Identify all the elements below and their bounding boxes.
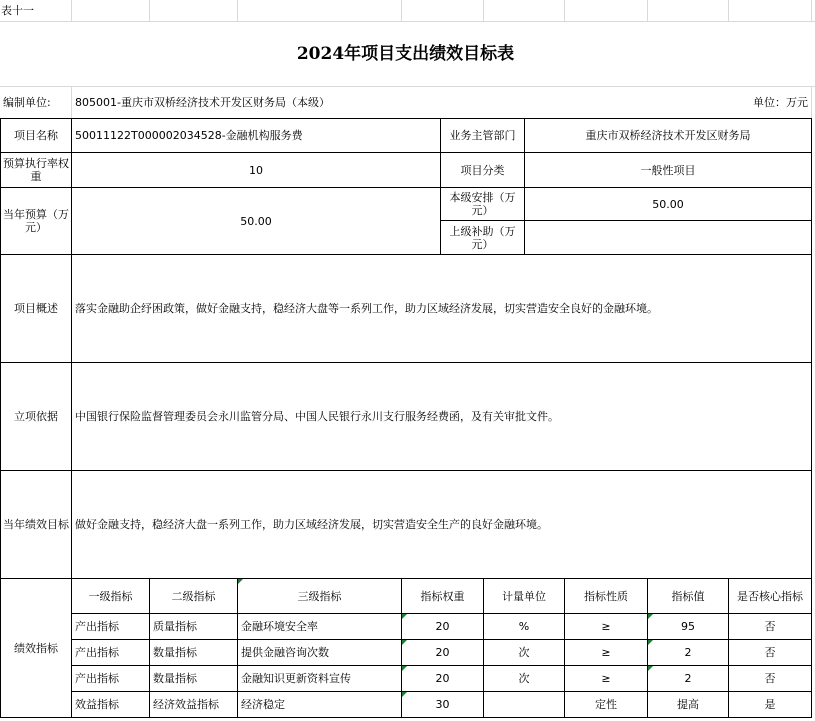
table-row-2-core: 否 [764,646,776,659]
gridline [564,0,565,21]
project-name-value: 50011122T000002034528-金融机构服务费 [75,129,303,142]
gridline [237,0,238,21]
header-level3: 三级指标 [297,589,342,603]
category-label: 项目分类 [460,163,505,177]
gridline [811,0,812,21]
table-row-3-value: 2 [684,672,692,685]
sheet-label: 表十一 [1,4,34,17]
header-level1: 一级指标 [88,589,133,603]
table-row-1-level1: 产出指标 [75,620,119,633]
cell-marker-icon [402,666,407,671]
table-row-2-nature: ≥ [601,646,611,659]
cell-marker-icon [402,692,407,697]
table-row-4-level3: 经济稳定 [241,698,285,711]
table-row-2-unit: 次 [518,646,530,659]
table-row-3-core: 否 [764,672,776,685]
dept-label: 业务主管部门 [449,129,516,142]
table-row-4-core: 是 [764,698,776,711]
table-row-4-nature: 定性 [595,698,617,711]
table-row-3-unit: 次 [518,672,530,685]
table-row-1-unit: % [518,620,530,633]
border [811,118,812,718]
table-row-4-level1: 效益指标 [75,698,119,711]
local-label: 本级安排（万元） [449,191,516,217]
overview-label: 项目概述 [14,302,58,315]
upper-value [525,221,811,254]
weight-value: 10 [249,163,263,177]
table-row-3-level2: 数量指标 [153,672,197,685]
table-row-3-nature: ≥ [601,672,611,685]
cell-marker-icon [402,614,407,619]
header-weight: 指标权重 [420,589,465,603]
header-core: 是否核心指标 [737,589,803,603]
budget-value: 50.00 [240,214,272,228]
table-row-1-level2: 质量指标 [153,620,197,633]
table-row-4-level2: 经济效益指标 [153,698,219,711]
table-row-2-level1: 产出指标 [75,646,119,659]
table-row-4-value: 提高 [677,698,699,711]
cell-marker-icon [648,640,653,645]
table-row-3-weight: 20 [435,672,450,685]
gridline [728,0,729,21]
local-value: 50.00 [652,197,684,211]
basis-label: 立项依据 [14,410,58,423]
cell-marker-icon [648,614,653,619]
cell-marker-icon [238,579,243,584]
table-row-2-weight: 20 [435,646,450,659]
goal-text: 做好金融支持，稳经济大盘一系列工作，助力区域经济发展，切实营造安全生产的良好金融环境。 [75,518,548,531]
table-row-4-weight: 30 [435,698,450,711]
table-row-1-level3: 金融环境安全率 [241,620,318,633]
unit-label: 编制单位: [3,96,51,109]
table-row-1-core: 否 [764,620,776,633]
budget-label: 当年预算（万元） [3,208,69,234]
basis-text: 中国银行保险监督管理委员会永川监管分局、中国人民银行永川支行服务经费函，及有关审批文件。 [75,410,559,423]
table-row-3-level1: 产出指标 [75,672,119,685]
gridline [149,0,150,21]
table-row-2-level3: 提供金融咨询次数 [241,646,329,659]
header-nature: 指标性质 [584,589,628,603]
indicators-label: 绩效指标 [14,641,58,655]
unit-value: 805001-重庆市双桥经济技术开发区财务局（本级） [75,96,330,109]
header-value: 指标值 [671,589,705,603]
table-row-1-nature: ≥ [601,620,611,633]
page-title: 2024年项目支出绩效目标表 [296,43,515,64]
gridline [483,0,484,21]
cell-marker-icon [402,640,407,645]
dept-value: 重庆市双桥经济技术开发区财务局 [585,129,751,142]
table-row-1-value: 95 [681,620,695,633]
weight-label: 预算执行率权重 [3,157,69,183]
project-name-label: 项目名称 [14,129,58,142]
gridline [71,0,72,21]
currency-unit: 单位：万元 [753,96,808,109]
gridline [647,0,648,21]
gridline [401,0,402,21]
upper-label: 上级补助（万元） [449,224,516,251]
header-unit: 计量单位 [502,589,546,603]
table-row-1-weight: 20 [435,620,450,633]
table-row-4-unit [484,692,564,717]
table-row-3-level3: 金融知识更新资料宣传 [241,672,351,685]
header-level2: 二级指标 [171,589,216,603]
cell-marker-icon [648,666,653,671]
table-row-2-value: 2 [684,646,692,659]
overview-text: 落实金融助企纾困政策，做好金融支持，稳经济大盘等一系列工作，助力区域经济发展，切实营造安全良好的金融环境。 [75,302,658,315]
category-value: 一般性项目 [640,163,696,177]
goal-label: 当年绩效目标 [3,518,69,531]
border [0,717,812,718]
table-row-2-level2: 数量指标 [153,646,197,659]
